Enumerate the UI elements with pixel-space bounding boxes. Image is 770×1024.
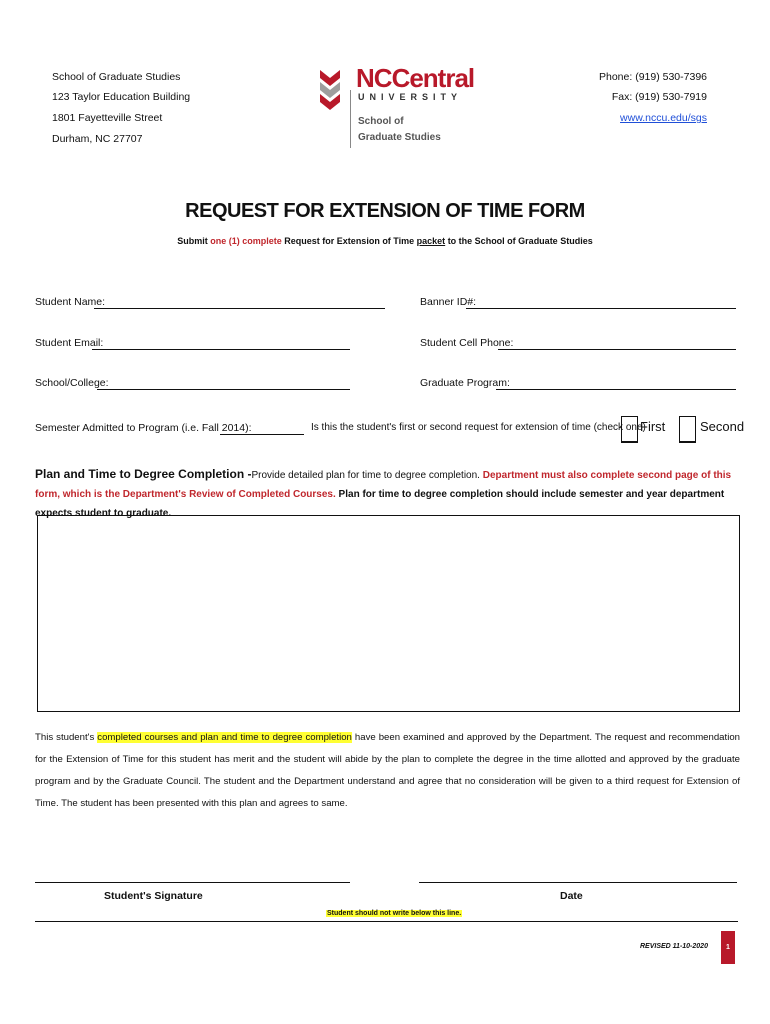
student-name-label: Student Name:	[35, 296, 106, 308]
revised-date: REVISED 11-10-2020	[640, 943, 708, 950]
logo-divider	[350, 90, 351, 148]
banner-id-field[interactable]	[466, 308, 736, 309]
semester-admitted-label: Semester Admitted to Program (i.e. Fall 2014):	[35, 422, 252, 434]
form-subtitle: Submit one (1) complete Request for Extension of Time packet to the School of Graduate Studies	[177, 236, 593, 246]
student-name-field[interactable]	[94, 308, 385, 309]
graduate-program-label: Graduate Program:	[420, 377, 510, 389]
address-line-2: 123 Taylor Education Building	[52, 91, 191, 103]
page-number: 1	[721, 931, 735, 964]
fax-number: Fax: (919) 530-7919	[611, 91, 707, 103]
student-signature-label: Student's Signature	[104, 890, 203, 902]
nccu-chevron-icon	[318, 66, 342, 112]
semester-admitted-field[interactable]	[220, 434, 304, 435]
first-request-checkbox[interactable]	[621, 416, 638, 443]
plan-textarea[interactable]	[37, 515, 740, 712]
plan-section-heading: Plan and Time to Degree Completion -Provide detailed plan for time to degree completion. Department must also complete second page of this form, which is the Department's Review of Completed Courses. Plan for time to degree completion should include semester and year department expects student to graduate.	[35, 467, 732, 519]
student-email-field[interactable]	[92, 349, 350, 350]
phone-number: Phone: (919) 530-7396	[599, 71, 707, 83]
first-request-label: First	[640, 419, 666, 434]
website-link[interactable]: www.nccu.edu/sgs	[620, 112, 707, 124]
second-request-checkbox[interactable]	[679, 416, 696, 443]
student-email-label: Student Email:	[35, 337, 104, 349]
address-line-4: Durham, NC 27707	[52, 133, 143, 145]
student-signature-field[interactable]	[35, 882, 350, 883]
date-field[interactable]	[419, 882, 737, 883]
form-title: REQUEST FOR EXTENSION OF TIME FORM	[185, 200, 585, 222]
logo-university: UNIVERSITY	[358, 92, 463, 102]
date-label: Date	[560, 890, 583, 902]
logo-name: NCCentral	[356, 63, 475, 93]
no-write-warning: Student should not write below this line.	[327, 910, 462, 917]
request-question: Is this the student's first or second request for extension of time (check one)	[311, 422, 646, 433]
nccu-logo	[318, 63, 475, 150]
student-cell-field[interactable]	[498, 349, 736, 350]
school-college-label: School/College:	[35, 377, 109, 389]
school-college-field[interactable]	[97, 389, 350, 390]
approval-statement: This student's completed courses and plan and time to degree completion have been examined and approved by the Department. The request and recommendation for the Extension of Time for this student has merit and the student will abide by the plan to complete the degree in the time allotted and approved by the graduate program and by the Graduate Council. The student and the Department understand and agree that no consideration will be given to a third request for Extension of Time. The student has been presented with this plan and agrees to same.	[35, 732, 740, 809]
graduate-program-field[interactable]	[496, 389, 736, 390]
bottom-divider	[35, 921, 738, 922]
second-request-label: Second	[700, 419, 745, 434]
address-line-1: School of Graduate Studies	[52, 71, 181, 83]
logo-school-line-1: School of	[358, 116, 404, 127]
banner-id-label: Banner ID#:	[420, 296, 477, 308]
logo-school-line-2: Graduate Studies	[358, 132, 441, 143]
address-line-3: 1801 Fayetteville Street	[52, 112, 163, 124]
student-cell-label: Student Cell Phone:	[420, 337, 514, 349]
